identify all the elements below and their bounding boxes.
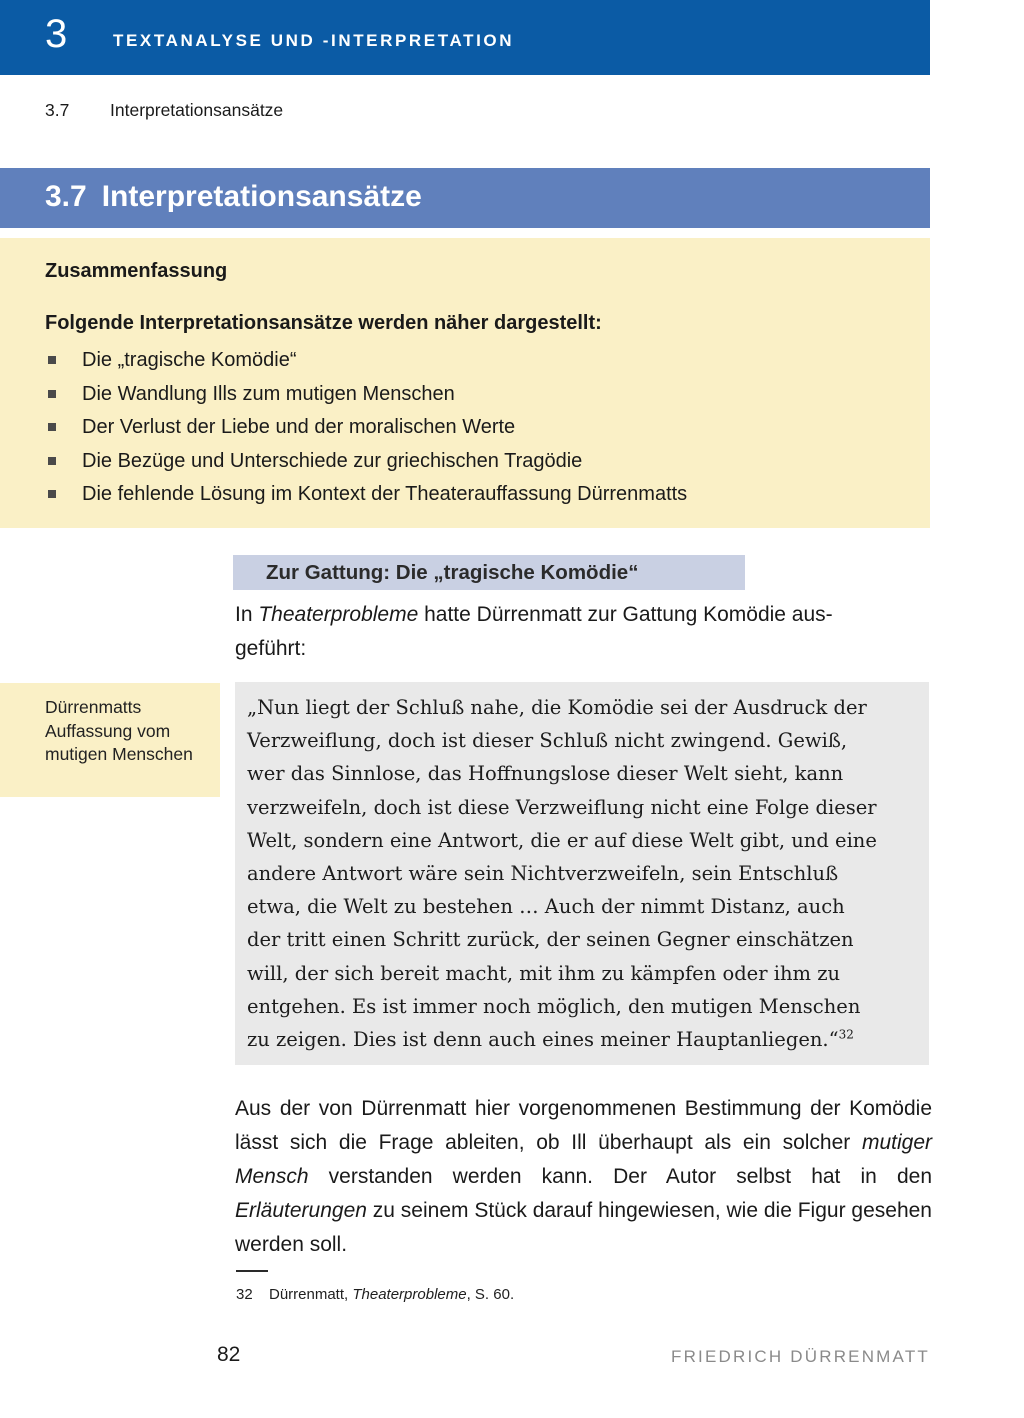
- breadcrumb-number: 3.7: [45, 100, 70, 120]
- running-header-title: FRIEDRICH DÜRRENMATT: [670, 1347, 930, 1366]
- summary-intro: Folgende Interpretationsansätze werden näher dargestellt:: [45, 312, 602, 334]
- body-paragraph: Aus der von Dürrenmatt hier vorgenommenen Bestimmung der Komödie lässt sich die Frage ableiten, ob Ill überhaupt als ein solcher mutiger Mensch verstanden werden kann. Der Autor selbst hat in den Erläuterungen zu seinem Stück darauf hingewiesen, wie die Figur gesehen werden soll.: [235, 1097, 932, 1256]
- breadcrumb-label: Interpretationsansätze: [110, 100, 284, 120]
- breadcrumb: [45, 100, 283, 121]
- summary-list-item: Die fehlende Lösung im Kontext der Theaterauffassung Dürrenmatts: [45, 478, 885, 512]
- footnote-reference-superscript: 32: [838, 1027, 854, 1042]
- chapter-number: 3: [45, 12, 68, 56]
- chapter-header-bar: [0, 0, 930, 75]
- section-banner-title: Interpretationsansätze: [101, 180, 422, 213]
- summary-heading: Zusammenfassung: [45, 260, 228, 282]
- summary-list-item: Die Bezüge und Unterschiede zur griechischen Tragödie: [45, 445, 885, 479]
- page-number: 82: [217, 1343, 241, 1366]
- subsection-title: Zur Gattung: Die „tragische Komödie“: [266, 561, 639, 584]
- subsection-title-band: [233, 555, 745, 590]
- footnote: [236, 1285, 514, 1305]
- section-banner-number: 3.7: [45, 180, 87, 213]
- summary-list-item: Die Wandlung Ills zum mutigen Menschen: [45, 378, 885, 412]
- summary-list-item: Die „tragische Komödie“: [45, 344, 885, 378]
- intro-paragraph: In Theaterprobleme hatte Dürrenmatt zur Gattung Komödie aus- geführt:: [235, 603, 833, 660]
- summary-box: [0, 238, 930, 528]
- quote-text: „Nun liegt der Schluß nahe, die Komödie sei der Ausdruck der Verzweiflung, doch ist dieser Schluß nicht zwingend. Gewiß, wer das Sinnlose, das Hoffnungslose dieser Welt sieht, kann verzweifeln, doch ist diese Verzweiflung nicht eine Folge dieser Welt, sondern eine Antwort, die er auf diese Welt gibt, und eine andere Antwort wäre sein Nichtverzweifeln, sein Entschluß etwa, die Welt zu bestehen … Auch der nimmt Distanz, auch der tritt einen Schritt zurück, der seinen Gegner einschätzen will, der sich bereit macht, mit ihm zu kämpfen oder ihm zu entgehen. Es ist immer noch möglich, den mutigen Menschen zu zeigen. Dies ist denn auch eines meiner Hauptanliegen.“: [247, 696, 877, 1052]
- footnote-text: Dürrenmatt, Theaterprobleme, S. 60.: [269, 1286, 515, 1303]
- section-banner: [0, 168, 930, 228]
- summary-list: [45, 344, 885, 512]
- chapter-title: TEXTANALYSE UND -INTERPRETATION: [113, 31, 515, 50]
- footnote-divider: [236, 1270, 268, 1272]
- footnote-number: 32: [236, 1286, 253, 1303]
- quote-box: [235, 682, 929, 1065]
- summary-list-item: Der Verlust der Liebe und der moralischen Werte: [45, 411, 885, 445]
- margin-note: Dürrenmatts Auffassung vom mutigen Menschen: [0, 683, 220, 797]
